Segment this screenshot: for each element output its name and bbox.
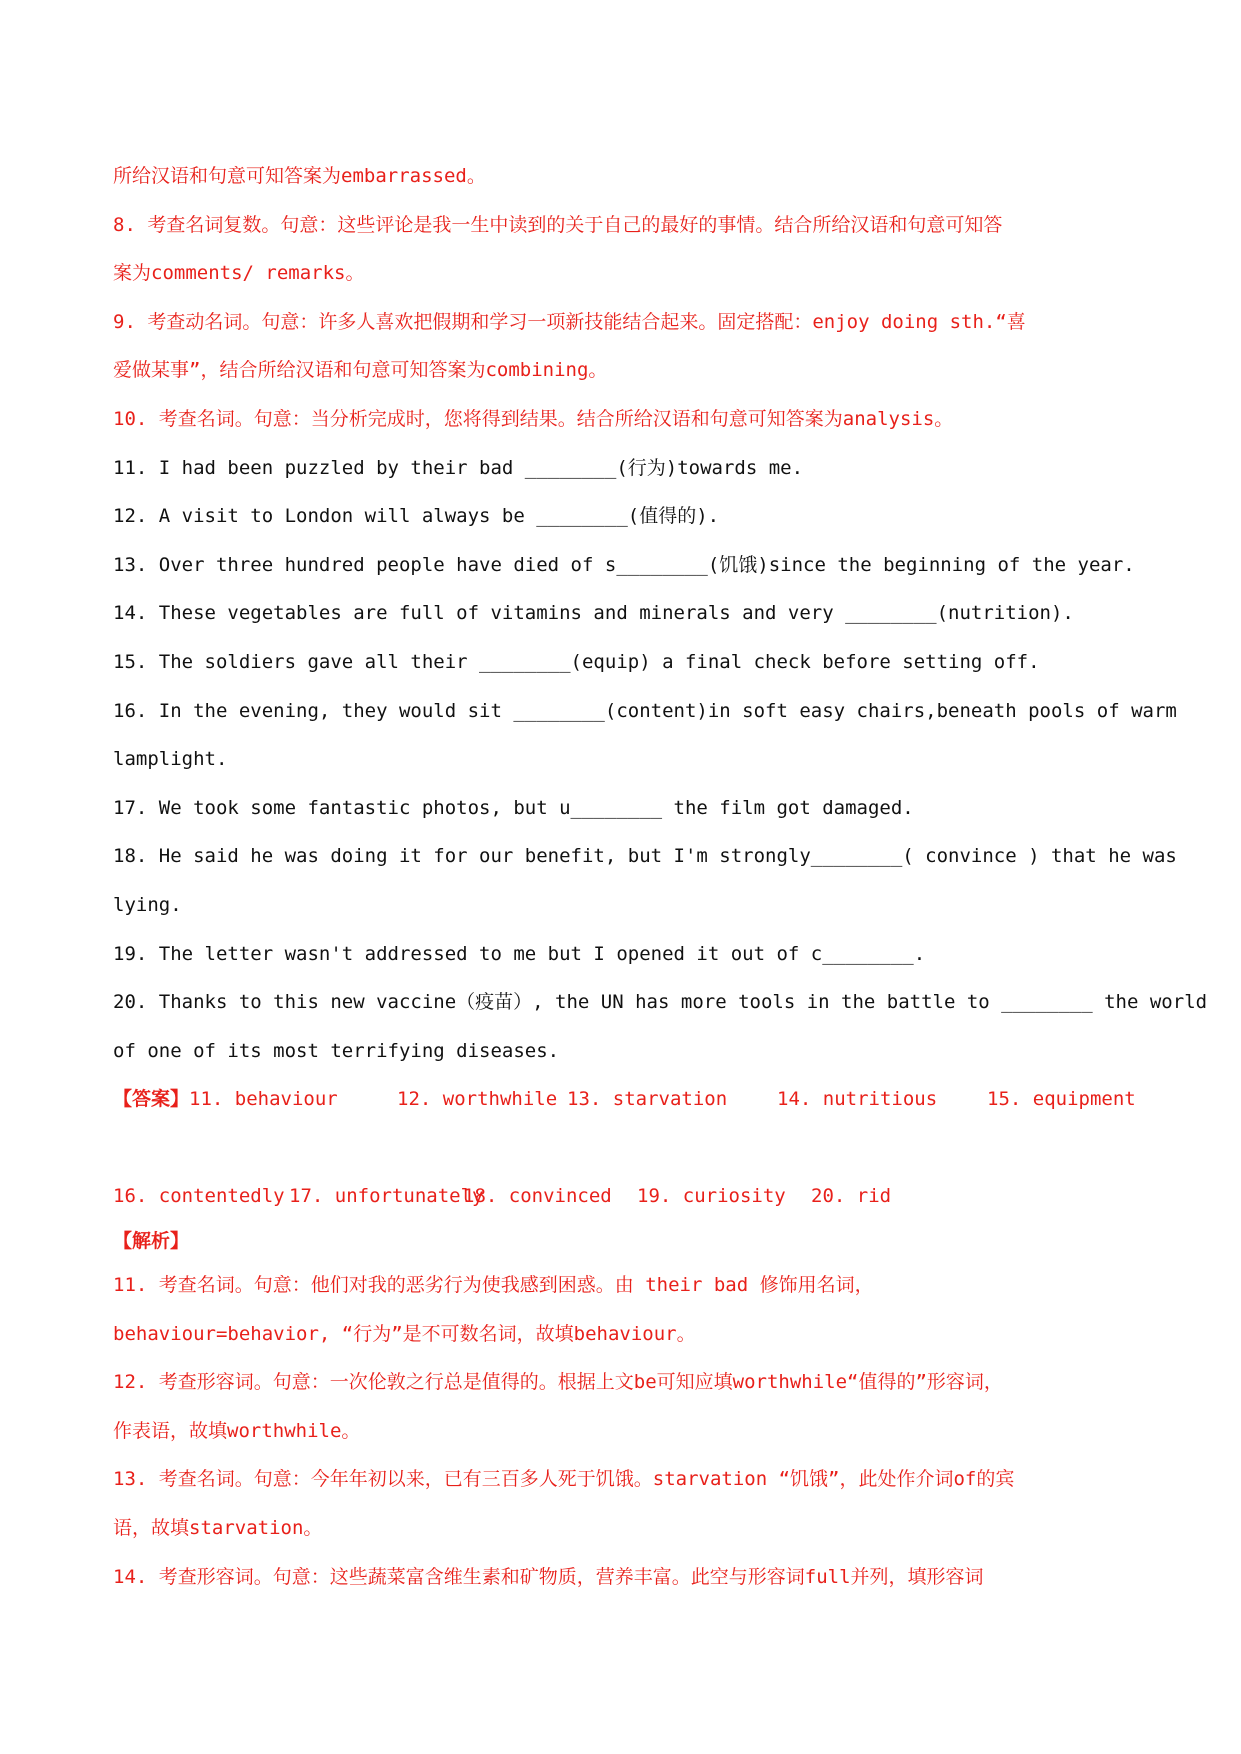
question-line: 13. Over three hundred people have died of s________(饥饿)since the beginning of the year. (113, 553, 1135, 576)
analysis-label: 【解析】 (113, 1230, 190, 1253)
analysis-line: 11. 考查名词。句意：他们对我的恶劣行为使我感到困惑。由 their bad 修饰用名词， (113, 1274, 874, 1297)
answer-item: 20. rid (811, 1185, 892, 1208)
answer-item: 16. contentedly (113, 1185, 285, 1208)
answer-item: 12. worthwhile (397, 1088, 558, 1111)
answer-item: 14. nutritious (777, 1088, 938, 1111)
question-line: 12. A visit to London will always be ________(值得的). (113, 505, 720, 528)
answer-item: 17. unfortunately (289, 1185, 484, 1208)
question-line: of one of its most terrifying diseases. (113, 1039, 560, 1062)
question-line: 11. I had been puzzled by their bad ________(行为)towards me. (113, 456, 804, 479)
question-line: 16. In the evening, they would sit ________(content)in soft easy chairs,beneath pools of warm (113, 699, 1177, 722)
question-line: 18. He said he was doing it for our benefit, but I'm strongly________( convince ) that he was (113, 845, 1177, 868)
question-line: lying. (113, 893, 182, 916)
analysis-line: 作表语，故填worthwhile。 (113, 1419, 361, 1442)
answers-row (113, 1075, 1173, 1124)
analysis-line: 14. 考查形容词。句意：这些蔬菜富含维生素和矿物质，营养丰富。此空与形容词full并列，填形容词 (113, 1565, 984, 1588)
question-line: 15. The soldiers gave all their ________(equip) a final check before setting off. (113, 650, 1040, 673)
document-body (113, 152, 1208, 1601)
question-line: 19. The letter wasn't addressed to me but I opened it out of c________. (113, 942, 926, 965)
analysis-line: 语，故填starvation。 (113, 1517, 323, 1540)
explanation-line: 10. 考查名词。句意：当分析完成时，您将得到结果。结合所给汉语和句意可知答案为analysis。 (113, 407, 954, 430)
answer-label: 【答案】 (113, 1088, 190, 1111)
answer-item: 19. curiosity (637, 1185, 786, 1208)
analysis-line: 13. 考查名词。句意：今年年初以来，已有三百多人死于饥饿。starvation “饥饿”，此处作介词of的宾 (113, 1468, 1015, 1491)
explanation-line: 爱做某事”，结合所给汉语和句意可知答案为combining。 (113, 359, 608, 382)
question-line: 17. We took some fantastic photos, but u________ the film got damaged. (113, 796, 914, 819)
explanation-line: 案为comments/ remarks。 (113, 262, 365, 285)
explanation-line: 9. 考查动名词。句意：许多人喜欢把假期和学习一项新技能结合起来。固定搭配：enjoy doing sth.“喜 (113, 310, 1026, 333)
answer-item: 15. equipment (987, 1088, 1136, 1111)
question-line: lamplight. (113, 748, 228, 771)
answers-row (113, 1172, 1173, 1221)
explanation-line: 所给汉语和句意可知答案为embarrassed。 (113, 165, 486, 187)
analysis-line: 12. 考查形容词。句意：一次伦敦之行总是值得的。根据上文be可知应填worthwhile“值得的”形容词， (113, 1371, 1003, 1394)
answer-item: 13. starvation (567, 1088, 728, 1111)
question-line: 20. Thanks to this new vaccine（疫苗）, the UN has more tools in the battle to ________ the world (113, 991, 1208, 1014)
answer-item: 11. behaviour (189, 1088, 338, 1111)
answer-item: 18. convinced (463, 1185, 612, 1208)
explanation-line: 8. 考查名词复数。句意：这些评论是我一生中读到的关于自己的最好的事情。结合所给汉语和句意可知答 (113, 213, 1003, 236)
analysis-line: behaviour=behavior, “行为”是不可数名词，故填behaviour。 (113, 1322, 696, 1345)
spacer (113, 1124, 1173, 1173)
question-line: 14. These vegetables are full of vitamins and minerals and very ________(nutrition). (113, 602, 1074, 625)
